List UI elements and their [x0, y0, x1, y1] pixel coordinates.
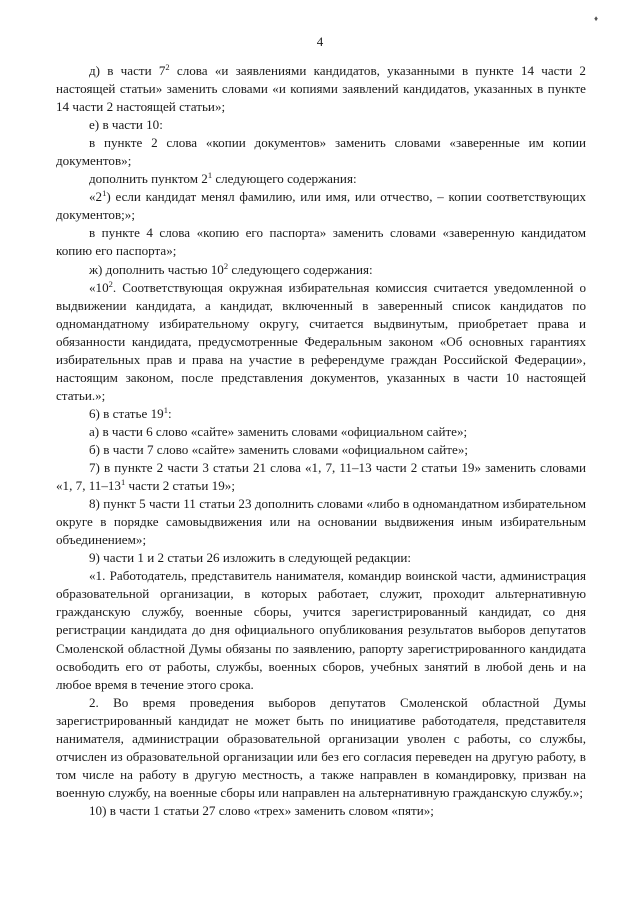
paragraph-a: а) в части 6 слово «сайте» заменить словами «официальном сайте»; — [89, 423, 468, 439]
paragraph-6: 6) в статье $19^1$: — [89, 404, 172, 421]
corner-mark: ♦ — [594, 14, 599, 23]
page-number: 4 — [316, 34, 324, 49]
paragraph-9: 9) части 1 и 2 статьи 26 изложить в следующей редакции: — [89, 550, 412, 566]
paragraph-8: 8) пункт 5 части 11 статьи 23 дополнить словами «либо в одномандатном избирательном округе в порядке самовыдвижения или на основании выдвижения иным избирательным объединением»; — [56, 496, 586, 548]
paragraph-10: 10) в части 1 статьи 27 слово «трех» заменить словом «пяти»; — [89, 802, 434, 818]
paragraph-item-4: в пункте 4 слова «копию его паспорта» заменить словами «заверенную кандидатом копию его паспорта»; — [56, 225, 586, 259]
paragraph-item-2: в пункте 2 слова «копии документов» заменить словами «заверенные им копии документов»; — [56, 135, 586, 169]
paragraph-d: д) в части $7^2$ слова «и заявлениями кандидатов, указанными в пункте 14 части 2 настоящей статьи» заменить словами «и копиями заявлений кандидатов, указанных в пункте 14 части 2 настоящей статьи»; — [56, 62, 586, 115]
paragraph-add-item: дополнить пунктом $2^1$ следующего содержания: — [89, 170, 357, 187]
paragraph-e: е) в части 10: — [89, 117, 163, 133]
paragraph-b: б) в части 7 слово «сайте» заменить словами «официальном сайте»; — [89, 441, 469, 457]
paragraph-7: 7) в пункте 2 части 3 статьи 21 слова «1, 7, 11–13 части 2 статьи 19» заменить словами «1, 7, $11-13^1$ части 2 статьи 19»; — [56, 460, 586, 494]
paragraph-part-10-2: «$10^2$. Соответствующая окружная избирательная комиссия считается уведомленной о выдвижении кандидата, а кандидат, включенный в заверенный список кандидатов по одномандатному избирательному округу, считается выдвинутым, приобретает права и обязанности кандидата, предусмотренные Федеральным законом «Об основных гарантиях избирательных прав и права на участие в референдуме граждан Российской Федерации», настоящим законом, после представления документов, указанных в части 10 настоящей статьи.»; — [56, 278, 586, 403]
paragraph-quote-1: «1. Работодатель, представитель нанимателя, командир воинской части, администрация образовательной организации, в которых работает, служит, проходит альтернативную гражданскую службу, военные сборы, учится зарегистрированный кандидат, со дня регистрации кандидата до дня официального опубликования результатов выборов депутатов Смоленской областной Думы обязаны по заявлению, рапорту зарегистрированного кандидата освободить его от работы, службы, военных сборов, учебных занятий в любой день и на любое время в течение этого срока. — [56, 568, 586, 692]
paragraph-item-2-1: «$2^1$) если кандидат менял фамилию, или имя, или отчество, – копии соответствующих документов;»; — [56, 188, 586, 223]
document-body — [56, 62, 586, 820]
paragraph-zh: ж) дополнить частью $10^2$ следующего содержания: — [89, 260, 373, 277]
paragraph-quote-2: 2. Во время проведения выборов депутатов Смоленской областной Думы зарегистрированный кандидат не может быть по инициативе работодателя, представителя нанимателя, администрации образовательной организации уволен с работы, со службы, отчислен из образовательной организации или без его согласия переведен на другую работу, в том числе на работу в другую местность, а также направлен в командировку, призван на военную службу, на военные сборы или направлен на альтернативную гражданскую службу.»; — [56, 694, 586, 800]
